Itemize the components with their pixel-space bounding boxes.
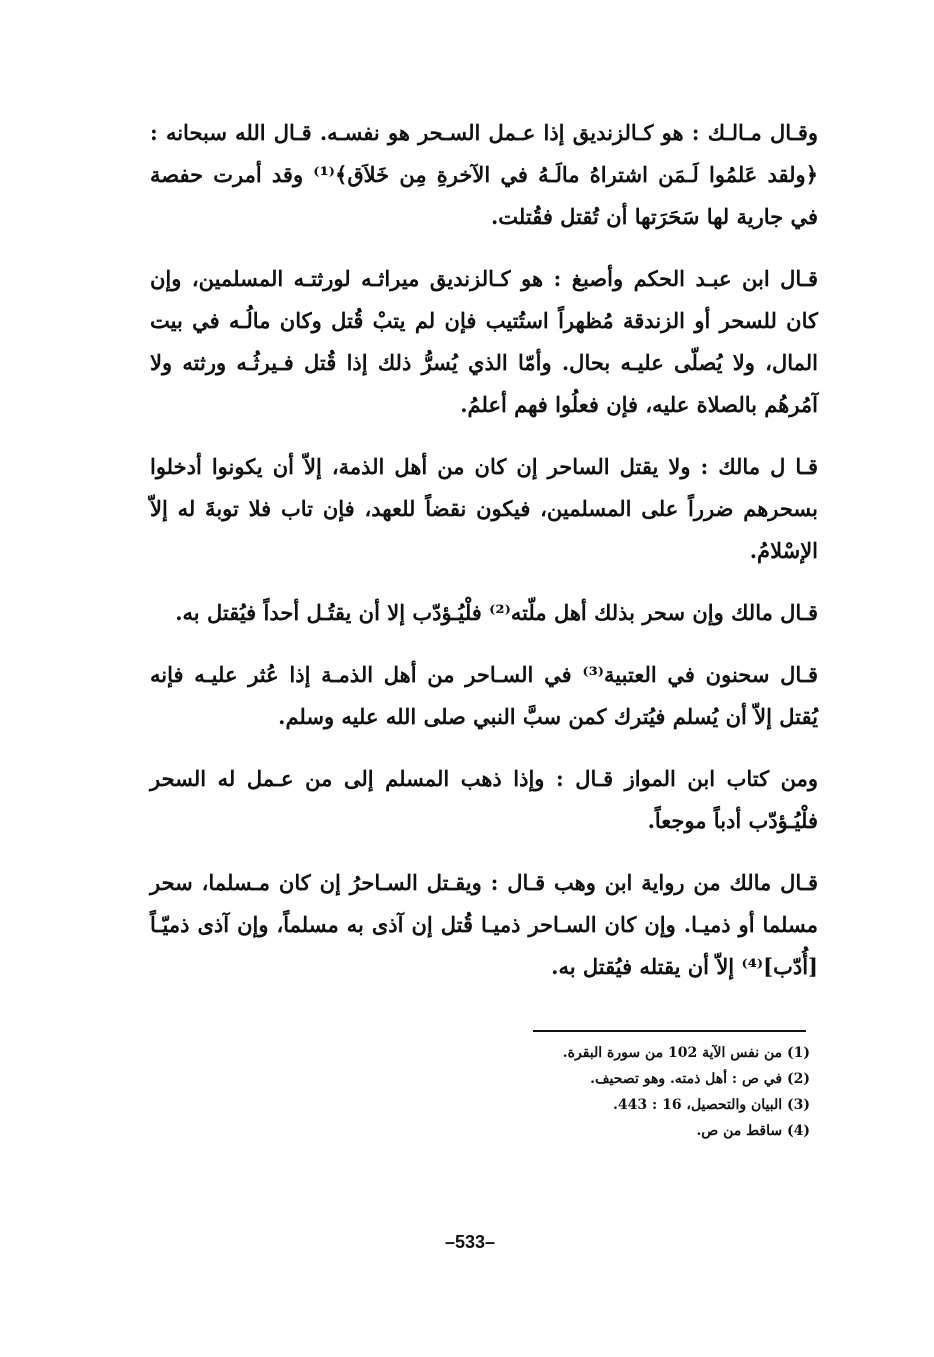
- paragraph-6: ومن كتاب ابن المواز قـال : وإذا ذهب المسلم إلى من عـمل له السحر فلْيُـؤدّب أدباً موجعاً.: [150, 766, 818, 833]
- page-number: –533–: [444, 1232, 496, 1252]
- paragraph-7: قـال مالك من رواية ابن وهب قـال : ويقـتل السـاحرُ إن كان مـسلما، سحر مسلما أو ذميـا. وإن كان السـاحر ذميـا قُتل إن آذى به مسلماً، وإن آذى ذميّـاً [أُدّب]⁽⁴⁾ إلاّ أن يقتله فيُقتل به.: [150, 870, 818, 979]
- footnote-4: (4) ساقط من ص.: [696, 1123, 810, 1139]
- paragraph-2: قـال ابن عبـد الحكم وأصبغ : هو كـالزنديق ميراثـه لورثتـه المسلمين، وإن كان للسحر أو الزندقة مُظهراً استُتيب فإن لم يتبْ قُتل وكان مالُـه في بيت المال، ولا يُصلّى عليـه بحال. وأمّا الذي يُسرُّ ذلك إذا قُتل فـيرثُـه ورثته ولا آمُرهُم بالصلاة عليه، فإن فعلُوا فهم أعلمُ.: [150, 266, 818, 417]
- footnote-2: (2) في ص : أهل ذمته. وهو تصحيف.: [590, 1071, 810, 1087]
- footnote-1: (1) من نفس الآية 102 من سورة البقرة.: [562, 1045, 810, 1061]
- paragraph-5: قـال سحنون في العتبية⁽³⁾ في السـاحر من أهل الذمـة إذا عُثر عليـه فإنه يُقتل إلاّ أن يُسلم فيُترك كمن سبَّ النبي صلى الله عليه وسلم.: [150, 662, 818, 729]
- paragraph-1: وقـال مـالـك : هو كـالزنديق إذا عـمل السـحر هو نفسـه. قـال الله سبحانه : ﴿ولقد عَلمُوا لَـمَن اشتراهُ مالَـهُ في الآخرةِ مِن خَلاَق﴾⁽¹⁾ وقد أمرت حفصة في جارية لها سَحَرَتها أن تُقتل فقُتلت.: [150, 120, 819, 229]
- main-text: [150, 112, 818, 1008]
- paragraph-4: قـال مالك وإن سحر بذلك أهل ملّته⁽²⁾ فلْيُـؤدّب إلا أن يقتُـل أحداً فيُقتل به.: [175, 600, 818, 625]
- paragraph-3: قـا ل مالك : ولا يقتل الساحر إن كان من أهل الذمة، إلاّ أن يكونوا أدخلوا بسحرهم ضرراً على المسلمين، فيكون نقضاً للعهد، فإن تاب فلا توبةَ له إلاّ الإسْلامُ.: [150, 454, 818, 563]
- footnote-3: (3) البيان والتحصيل، 16 : 443.: [613, 1097, 810, 1113]
- footnotes: [430, 1040, 810, 1144]
- footnote-divider: [533, 1030, 806, 1032]
